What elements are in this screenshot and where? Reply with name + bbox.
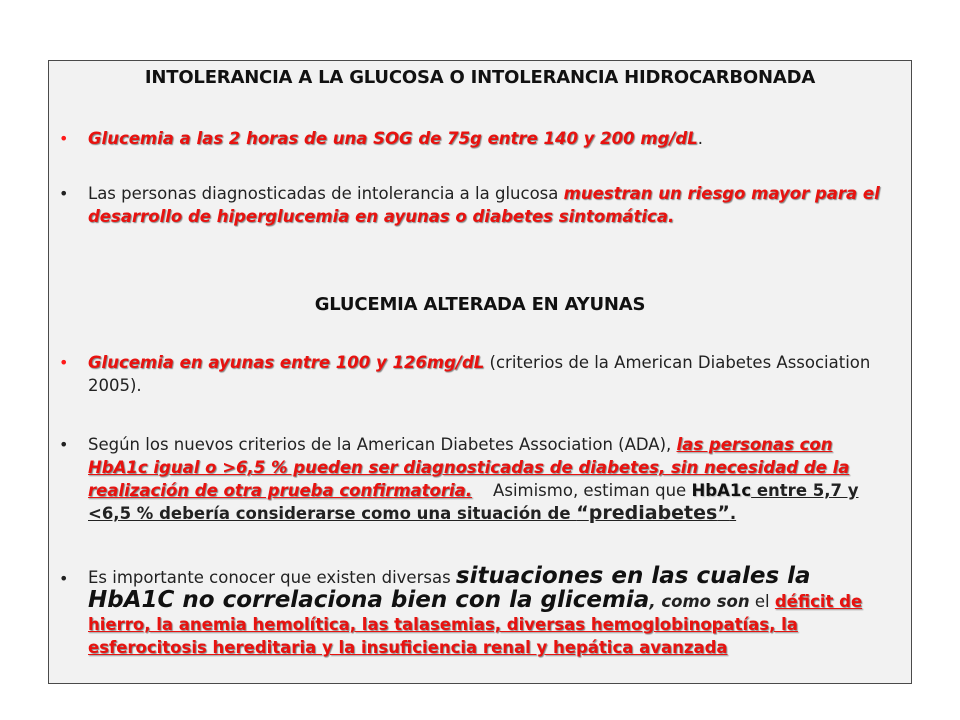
ayunas-red-text: Glucemia en ayunas entre 100 y 126mg/dL bbox=[88, 353, 485, 372]
range-text: entre 5,7 y <6,5 % debería considerarse como una situación de bbox=[88, 481, 859, 523]
list-item-ayunas bbox=[59, 351, 888, 397]
list-item-sog bbox=[59, 127, 888, 150]
riesgo-red-text: muestran un riesgo mayor para el desarrollo de hiperglucemia en ayunas o diabetes sintomática. bbox=[88, 184, 880, 226]
heading-intolerancia: INTOLERANCIA A LA GLUCOSA O INTOLERANCIA HIDROCARBONADA bbox=[144, 67, 816, 88]
deficit-list-text: déficit de hierro, la anemia hemolítica, las talasemias, diversas hemoglobinopatías, la esferocitosis hereditaria y la insuficiencia renal y hepática avanzada bbox=[88, 592, 863, 657]
bullet-icon: • bbox=[59, 129, 69, 148]
situaciones-text: situaciones en las cuales la HbA1C no correlaciona bien con la glicemia bbox=[88, 563, 811, 613]
list-item-hba1c-correlacion bbox=[59, 563, 888, 659]
riesgo-plain-text: Las personas diagnosticadas de intolerancia a la glucosa bbox=[88, 184, 564, 203]
bullet-icon: • bbox=[59, 353, 69, 372]
list-item-ada bbox=[59, 433, 888, 525]
como-son-text: , como son bbox=[649, 592, 750, 611]
quote-close: ” bbox=[717, 502, 730, 524]
importante-text: Es importante conocer que existen diversas bbox=[88, 568, 456, 587]
prediabetes-text: prediabetes bbox=[588, 502, 718, 524]
el-text: el bbox=[749, 592, 775, 611]
bullet-icon: • bbox=[59, 184, 69, 203]
ada-plain-text: Según los nuevos criterios de la American Diabetes Association (ADA), bbox=[88, 435, 677, 454]
bullet-icon: • bbox=[59, 569, 69, 588]
ada-red-underlined-text: las personas con HbA1c igual o >6,5 % pueden ser diagnosticadas de diabetes, sin necesidad de la realización de otra prueba confirmatoria. bbox=[88, 435, 850, 500]
heading-glucemia-alterada: GLUCEMIA ALTERADA EN AYUNAS bbox=[314, 294, 646, 315]
period-text: . bbox=[697, 129, 703, 148]
end-period: . bbox=[729, 504, 737, 523]
sog-criteria-text: Glucemia a las 2 horas de una SOG de 75g entre 140 y 200 mg/dL bbox=[88, 129, 698, 148]
list-item-riesgo bbox=[59, 182, 888, 228]
hba1c-text: HbA1c bbox=[691, 481, 752, 500]
quote-open: “ bbox=[576, 502, 589, 524]
ayunas-plain-text: (criterios de la American Diabetes Association 2005). bbox=[88, 353, 871, 395]
asimismo-text: Asimismo, estiman que bbox=[472, 481, 692, 500]
content-panel bbox=[48, 60, 912, 684]
bullet-icon: • bbox=[59, 435, 69, 454]
